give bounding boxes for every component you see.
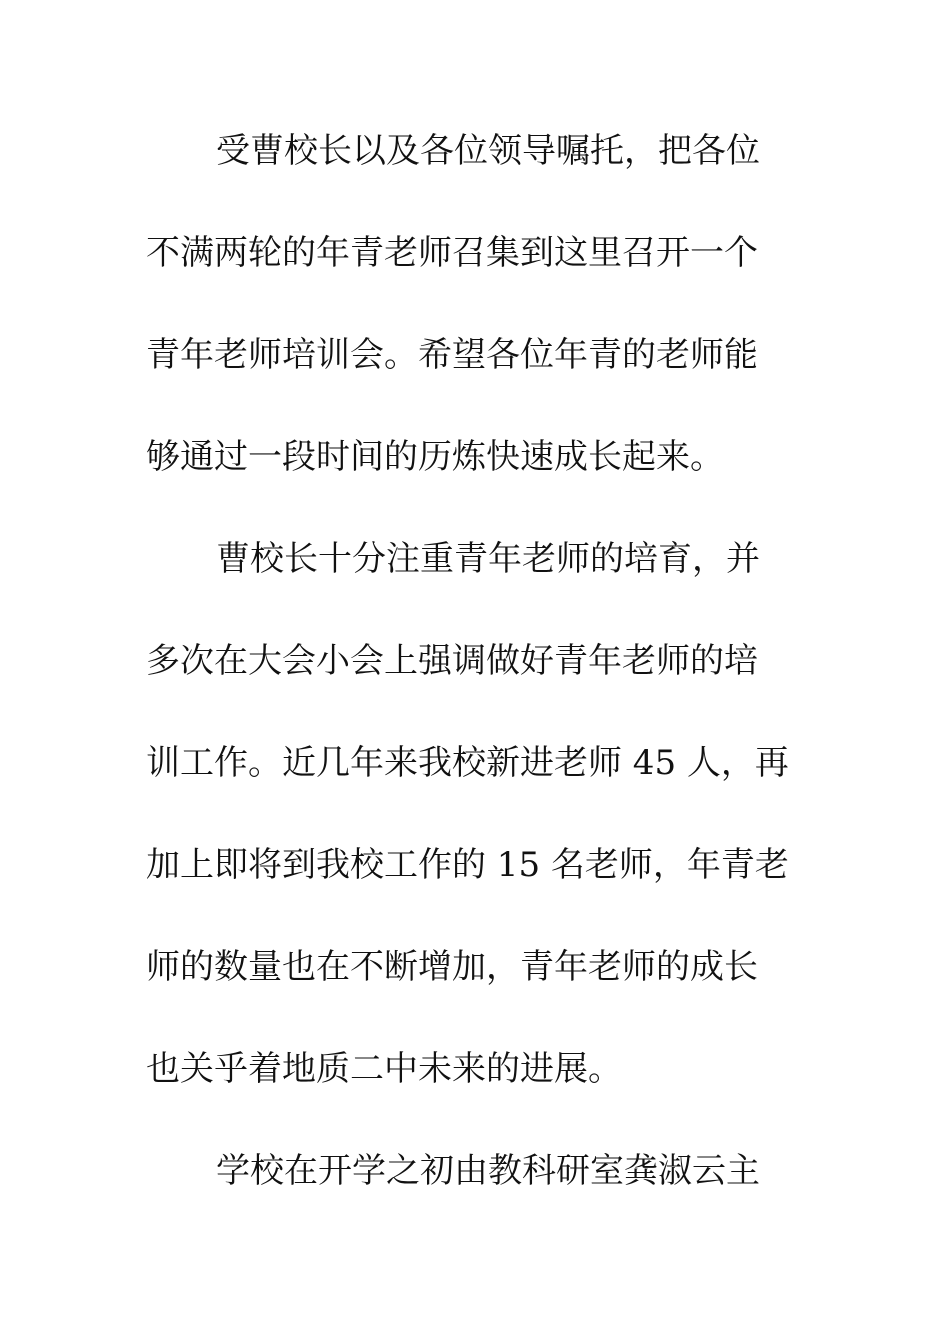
paragraph-3-line-1: 学校在开学之初由教科研室龚淑云主 [216,1151,760,1191]
paragraph-1-line-4: 够通过一段时间的历炼快速成长起来。 [146,437,724,477]
paragraph-2-line-1: 曹校长十分注重青年老师的培育，并 [216,539,760,579]
paragraph-2-line-5: 师的数量也在不断增加，青年老师的成长 [146,947,758,987]
paragraph-1-line-3: 青年老师培训会。希望各位年青的老师能 [146,335,758,375]
paragraph-2-line-2: 多次在大会小会上强调做好青年老师的培 [146,641,758,681]
paragraph-2-line-3: 训工作。近几年来我校新进老师 45 人，再 [146,743,789,783]
paragraph-1-line-1: 受曹校长以及各位领导嘱托，把各位 [216,131,760,171]
paragraph-2-line-6: 也关乎着地质二中未来的进展。 [146,1049,622,1089]
paragraph-2-line-4: 加上即将到我校工作的 15 名老师，年青老 [146,845,789,885]
paragraph-1-line-2: 不满两轮的年青老师召集到这里召开一个 [146,233,758,273]
document-body [146,121,806,1243]
